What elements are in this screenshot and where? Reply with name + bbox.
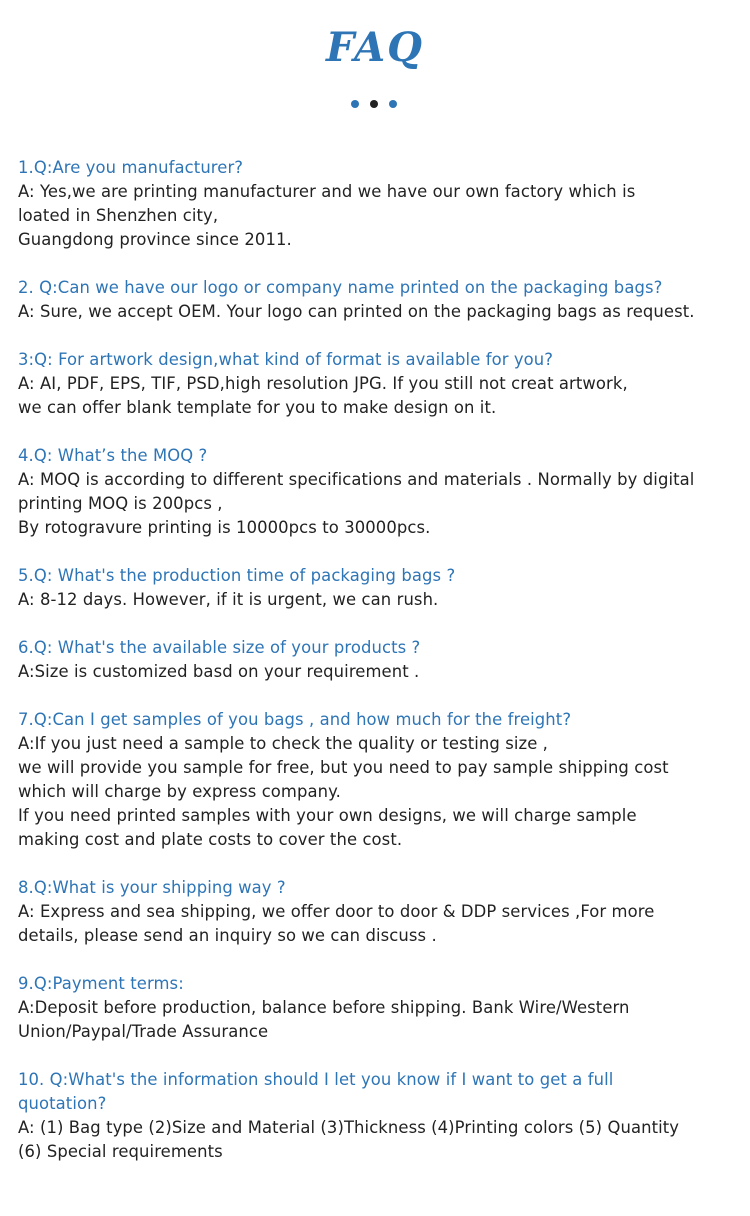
faq-question: 7.Q:Can I get samples of you bags , and how much for the freight? — [18, 710, 572, 729]
faq-question: 10. Q:What's the information should I let you know if I want to get a full — [18, 1070, 614, 1089]
faq-item — [18, 636, 734, 684]
faq-question: 1.Q:Are you manufacturer? — [18, 158, 244, 177]
faq-answer-line: printing MOQ is 200pcs , — [18, 494, 223, 513]
faq-answer-line: A: 8-12 days. However, if it is urgent, we can rush. — [18, 590, 439, 609]
faq-question: quotation? — [18, 1094, 107, 1113]
faq-question: 9.Q:Payment terms: — [18, 974, 184, 993]
faq-answer-line: details, please send an inquiry so we can discuss . — [18, 926, 437, 945]
page-title: FAQ — [326, 24, 424, 71]
faq-answer-line: we will provide you sample for free, but you need to pay sample shipping cost — [18, 758, 669, 777]
decorative-dots — [350, 100, 400, 110]
faq-answer-line: A:Deposit before production, balance before shipping. Bank Wire/Western — [18, 998, 630, 1017]
faq-item — [18, 276, 734, 324]
faq-answer-line: If you need printed samples with your own designs, we will charge sample — [18, 806, 637, 825]
faq-item — [18, 444, 734, 540]
faq-answer-line: (6) Special requirements — [18, 1142, 223, 1161]
faq-answer-line: Union/Paypal/Trade Assurance — [18, 1022, 269, 1041]
faq-answer-line: A: AI, PDF, EPS, TIF, PSD,high resolution JPG. If you still not creat artwork, — [18, 374, 628, 393]
faq-answer-line: we can offer blank template for you to make design on it. — [18, 398, 497, 417]
faq-question: 5.Q: What's the production time of packaging bags ? — [18, 566, 456, 585]
faq-list — [18, 156, 734, 1188]
faq-item — [18, 156, 734, 252]
faq-answer-line: A: (1) Bag type (2)Size and Material (3)Thickness (4)Printing colors (5) Quantity — [18, 1118, 680, 1137]
faq-answer-line: A:If you just need a sample to check the quality or testing size , — [18, 734, 548, 753]
dot-icon — [351, 100, 359, 108]
faq-answer-line: A: Sure, we accept OEM. Your logo can printed on the packaging bags as request. — [18, 302, 695, 321]
faq-question: 4.Q: What’s the MOQ ? — [18, 446, 208, 465]
faq-item — [18, 1068, 734, 1164]
faq-answer-line: A: Express and sea shipping, we offer door to door & DDP services ,For more — [18, 902, 655, 921]
faq-question: 2. Q:Can we have our logo or company name printed on the packaging bags? — [18, 278, 663, 297]
faq-question: 3:Q: For artwork design,what kind of format is available for you? — [18, 350, 554, 369]
faq-answer-line: Guangdong province since 2011. — [18, 230, 292, 249]
faq-item — [18, 876, 734, 948]
faq-item — [18, 972, 734, 1044]
faq-answer-line: making cost and plate costs to cover the cost. — [18, 830, 403, 849]
faq-question: 8.Q:What is your shipping way ? — [18, 878, 286, 897]
faq-answer-line: loated in Shenzhen city, — [18, 206, 219, 225]
faq-item — [18, 708, 734, 852]
faq-answer-line: A:Size is customized basd on your requirement . — [18, 662, 420, 681]
dot-icon — [389, 100, 397, 108]
faq-header — [0, 0, 750, 130]
faq-answer-line: By rotogravure printing is 10000pcs to 30000pcs. — [18, 518, 431, 537]
faq-item — [18, 564, 734, 612]
faq-question: 6.Q: What's the available size of your products ? — [18, 638, 421, 657]
dot-icon — [370, 100, 378, 108]
faq-item — [18, 348, 734, 420]
faq-answer-line: which will charge by express company. — [18, 782, 341, 801]
faq-answer-line: A: Yes,we are printing manufacturer and we have our own factory which is — [18, 182, 636, 201]
faq-answer-line: A: MOQ is according to different specifications and materials . Normally by digital — [18, 470, 695, 489]
